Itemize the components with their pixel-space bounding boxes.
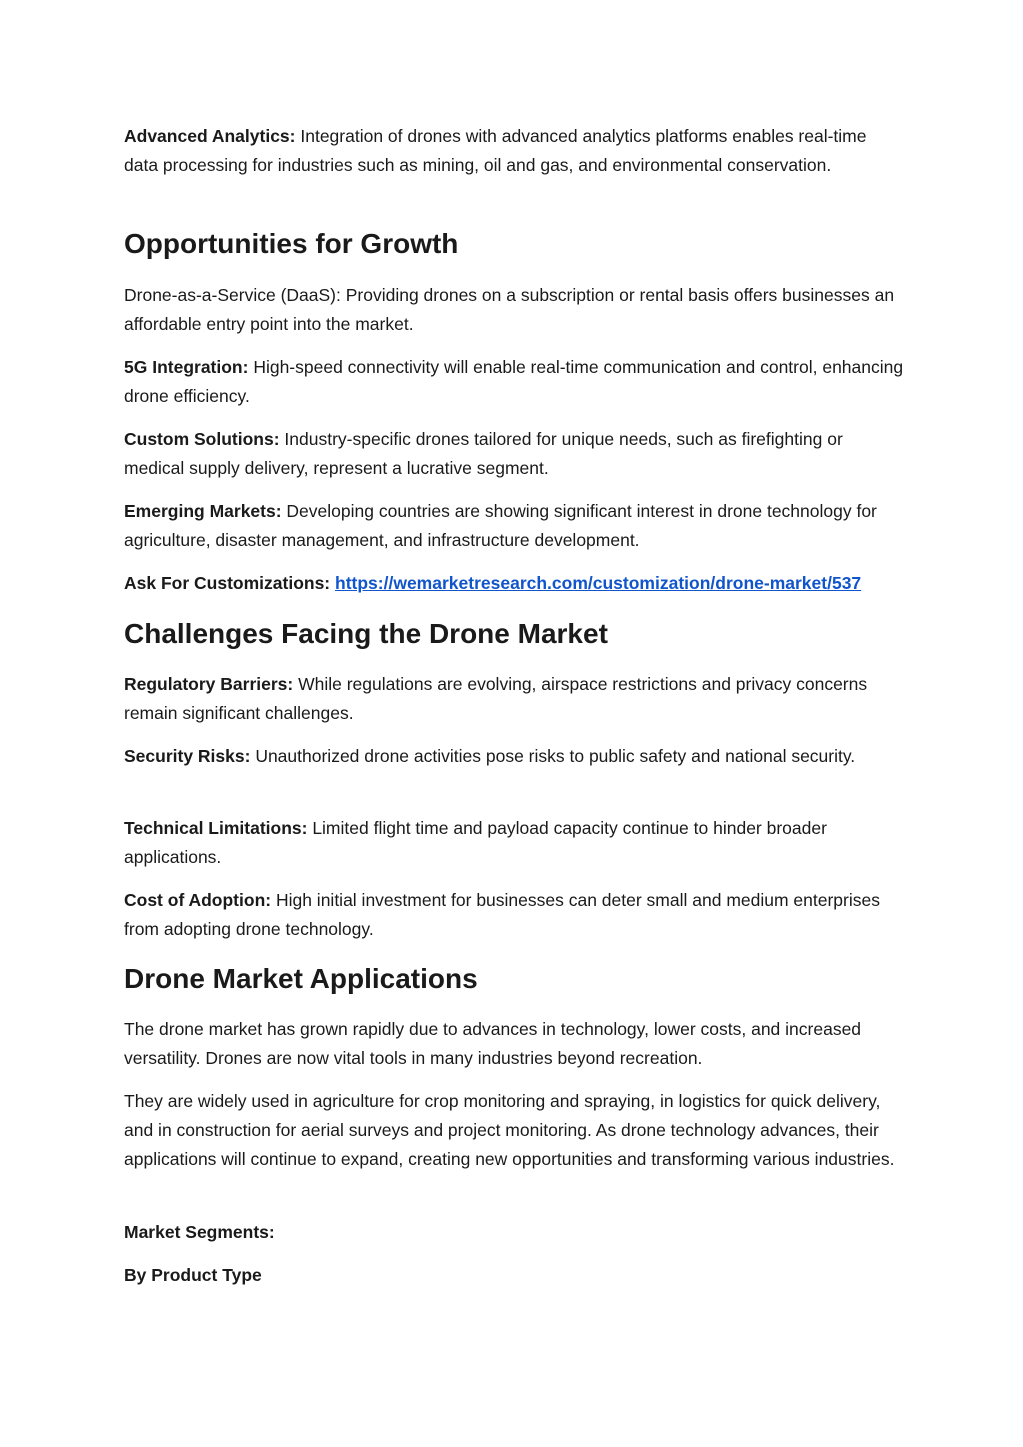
security-risks-text: Unauthorized drone activities pose risks to public safety and national security. [250,746,856,766]
applications-heading: Drone Market Applications [124,963,478,994]
technical-limitations-text: Limited flight time and payload capacity continue to hinder broader applications. [124,818,827,867]
cost-of-adoption-text: High initial investment for businesses can deter small and medium enterprises from adopting drone technology. [124,890,880,939]
cost-of-adoption-label: Cost of Adoption: [124,890,272,910]
technical-limitations-label: Technical Limitations: [124,818,308,838]
regulatory-barriers-paragraph [124,670,904,728]
customization-label: Ask For Customizations: [124,573,331,593]
daas-paragraph: Drone-as-a-Service (DaaS): Providing drones on a subscription or rental basis offers businesses an affordable entry point into the market. [124,285,895,334]
advanced-analytics-text: Integration of drones with advanced analytics platforms enables real-time data processing for industries such as mining, oil and gas, and environmental conservation. [124,126,867,175]
emerging-markets-paragraph [124,497,904,555]
5g-integration-text: High-speed connectivity will enable real-time communication and control, enhancing drone efficiency. [124,357,904,406]
security-risks-label: Security Risks: [124,746,251,766]
customization-paragraph [124,569,924,598]
opportunities-heading: Opportunities for Growth [124,228,459,259]
custom-solutions-label: Custom Solutions: [124,429,280,449]
applications-paragraph-2: They are widely used in agriculture for crop monitoring and spraying, in logistics for quick delivery, and in construction for aerial surveys and project monitoring. As drone technology advances, their applications will continue to expand, creating new opportunities and transforming various industries. [124,1091,895,1169]
5g-integration-label: 5G Integration: [124,357,249,377]
market-segments-label [124,1218,904,1247]
advanced-analytics-label: Advanced Analytics: [124,126,296,146]
regulatory-barriers-text: While regulations are evolving, airspace restrictions and privacy concerns remain significant challenges. [124,674,868,723]
technical-limitations-paragraph [124,814,904,872]
emerging-markets-label: Emerging Markets: [124,501,282,521]
applications-paragraph-1: The drone market has grown rapidly due to advances in technology, lower costs, and increased versatility. Drones are now vital tools in many industries beyond recreation. [124,1019,862,1068]
custom-solutions-text: Industry-specific drones tailored for unique needs, such as firefighting or medical supply delivery, represent a lucrative segment. [124,429,843,478]
5g-integration-paragraph [124,353,904,411]
challenges-heading: Challenges Facing the Drone Market [124,618,608,649]
advanced-analytics-paragraph [124,122,904,180]
market-segments-text: Market Segments: [124,1222,275,1242]
regulatory-barriers-label: Regulatory Barriers: [124,674,294,694]
custom-solutions-paragraph [124,425,904,483]
customization-link[interactable]: https://wemarketresearch.com/customization/drone-market/537 [335,573,862,593]
product-type-label [124,1261,904,1290]
security-risks-paragraph [124,742,904,771]
product-type-text: By Product Type [124,1265,262,1285]
emerging-markets-text: Developing countries are showing significant interest in drone technology for agriculture, disaster management, and infrastructure development. [124,501,877,550]
cost-of-adoption-paragraph [124,886,904,944]
